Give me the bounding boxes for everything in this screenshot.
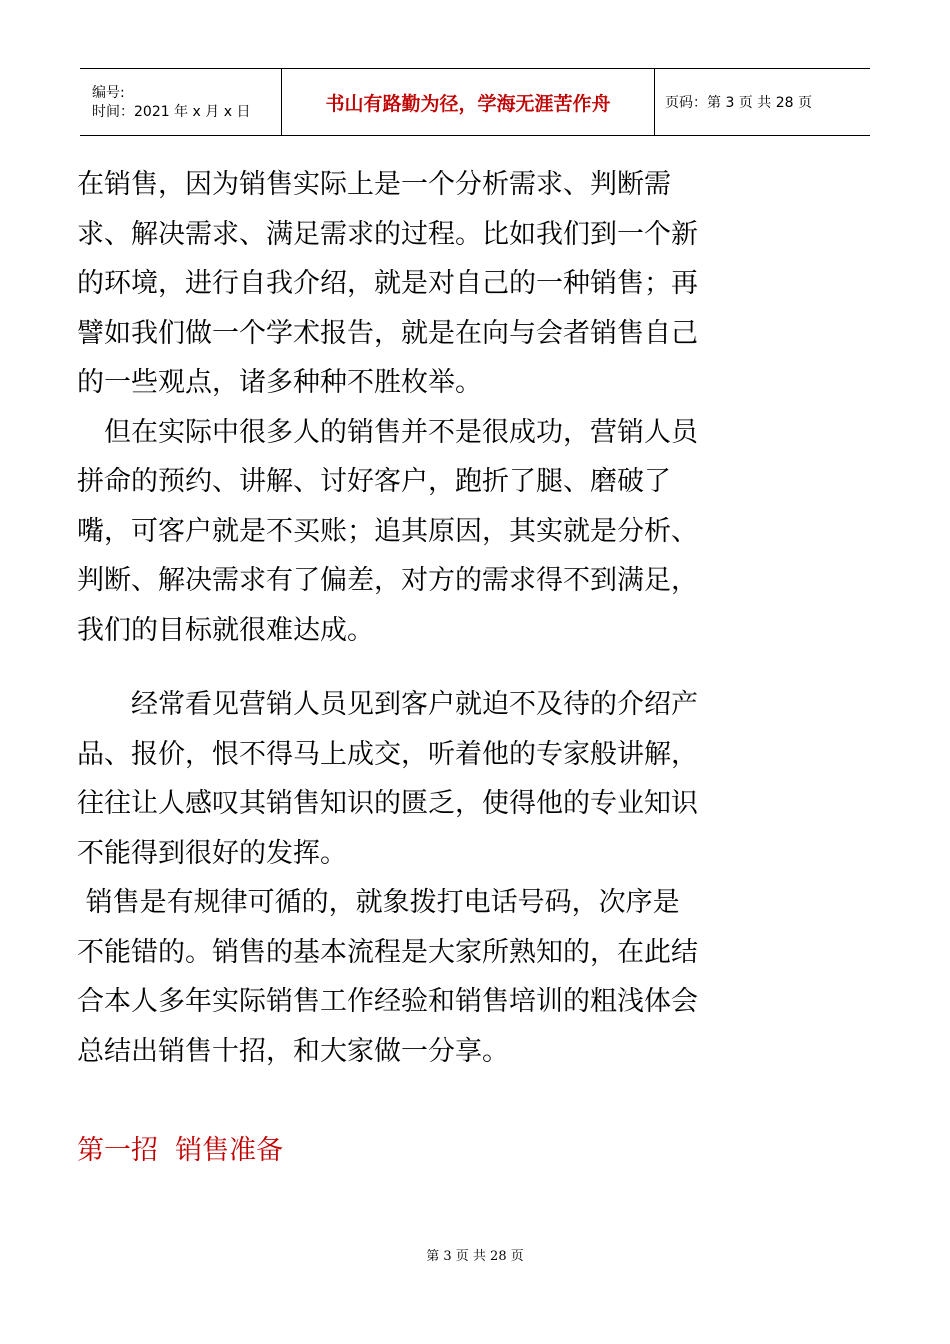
header-page-info: 页码：第 3 页 共 28 页	[665, 95, 812, 111]
document-date-label: 时间：2021 年 x 月 x 日	[92, 104, 251, 120]
text-line: 合本人多年实际销售工作经验和销售培训的粗浅体会	[77, 986, 698, 1017]
text-line: 的一些观点，诸多种种不胜枚举。	[77, 367, 482, 398]
text-line: 求、解决需求、满足需求的过程。比如我们到一个新	[77, 218, 698, 250]
text-line: 经常看见营销人员见到客户就迫不及待的介绍产	[77, 689, 698, 720]
text-line: 总结出销售十招，和大家做一分享。	[77, 1035, 509, 1067]
header-motto: 书山有路勤为径，学海无涯苦作舟	[282, 69, 655, 135]
paragraph-3	[77, 680, 742, 878]
paragraph-4	[77, 878, 742, 1076]
section-heading: 第一招 销售准备	[77, 1135, 284, 1166]
document-number-label: 编号:	[92, 85, 125, 101]
text-line: 譬如我们做一个学术报告，就是在向与会者销售自己	[77, 317, 698, 349]
paragraph-spacer	[77, 655, 742, 680]
header-left-cell	[80, 69, 282, 135]
text-line: 品、报价，恨不得马上成交，听着他的专家般讲解，	[77, 738, 698, 770]
page-header	[80, 68, 870, 136]
text-line: 我们的目标就很难达成。	[77, 614, 374, 646]
text-line: 的环境，进行自我介绍，就是对自己的一种销售；再	[77, 268, 698, 299]
paragraph-1	[77, 160, 742, 408]
text-line: 不能错的。销售的基本流程是大家所熟知的，在此结	[77, 936, 698, 968]
text-line: 不能得到很好的发挥。	[77, 837, 347, 869]
text-line: 判断、解决需求有了偏差，对方的需求得不到满足，	[77, 565, 698, 596]
page-footer: 第 3 页 共 28 页	[426, 1249, 524, 1264]
paragraph-2	[77, 408, 742, 656]
document-body	[77, 160, 742, 1176]
text-line: 在销售，因为销售实际上是一个分析需求、判断需	[77, 169, 671, 200]
text-line: 销售是有规律可循的，就象拨打电话号码，次序是	[77, 887, 680, 918]
text-line: 往往让人感叹其销售知识的匮乏，使得他的专业知识	[77, 788, 698, 819]
section-spacer	[77, 1076, 742, 1126]
text-line: 拼命的预约、讲解、讨好客户，跑折了腿、磨破了	[77, 466, 671, 497]
text-line: 嘴，可客户就是不买账；追其原因，其实就是分析、	[77, 515, 698, 547]
text-line: 但在实际中很多人的销售并不是很成功，营销人员	[77, 416, 698, 448]
